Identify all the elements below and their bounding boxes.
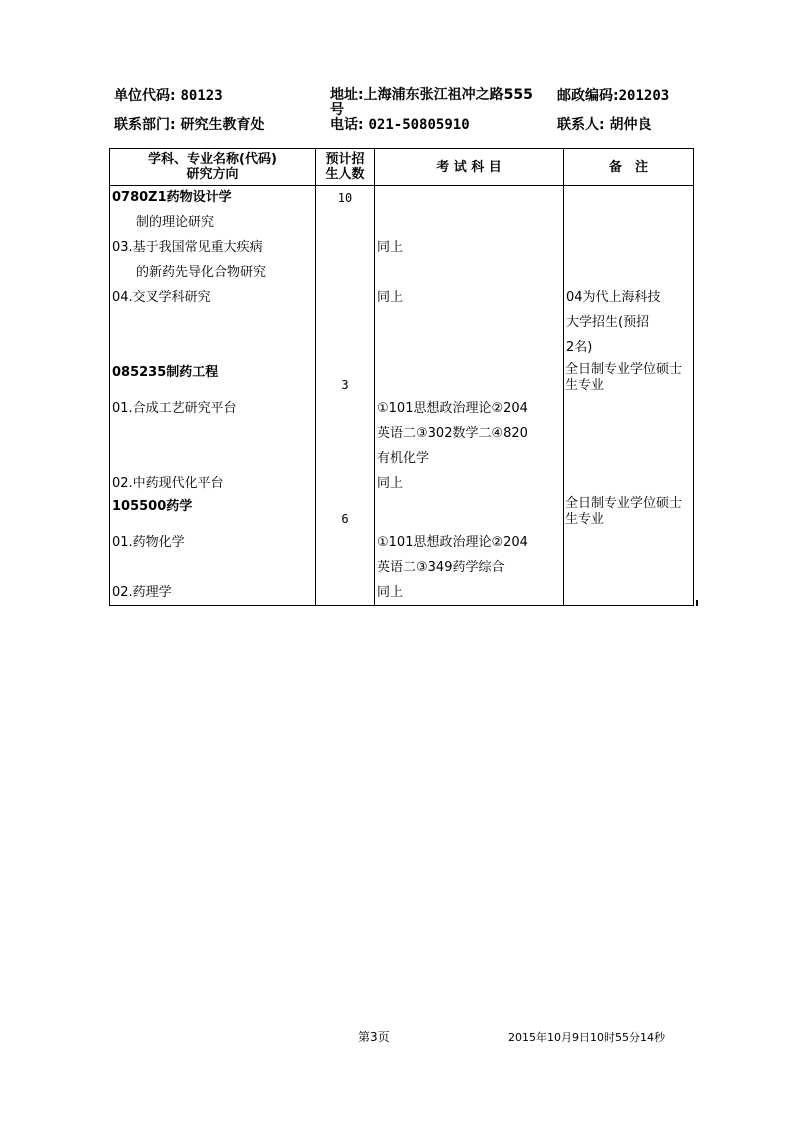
- phone-value: 021-50805910: [368, 117, 470, 133]
- cell-remark: 2名): [564, 336, 694, 361]
- address: [330, 88, 545, 118]
- cell-exam: [375, 211, 564, 236]
- postcode-value: 201203: [618, 88, 670, 104]
- header-enrollment-line1: 预计招: [325, 152, 365, 167]
- phone-label: 电话:: [330, 117, 364, 133]
- cell-subject: 04.交叉学科研究: [110, 286, 316, 311]
- table-row: [110, 361, 694, 397]
- cell-enrollment: [316, 286, 375, 311]
- table-row: [110, 556, 694, 581]
- cell-enrollment: [316, 336, 375, 361]
- table-row: [110, 186, 694, 211]
- cell-enrollment: [316, 472, 375, 495]
- cell-remark: [564, 472, 694, 495]
- cell-subject: 制的理论研究: [110, 211, 316, 236]
- cell-remark: 全日制专业学位硕士生专业: [564, 361, 694, 397]
- cell-exam: 同上: [375, 581, 564, 606]
- cell-enrollment: [316, 531, 375, 556]
- address-value: 上海浦东张江祖冲之路555号: [330, 87, 533, 118]
- cell-subject: 03.基于我国常见重大疾病: [110, 236, 316, 261]
- cell-subject: [110, 336, 316, 361]
- page-number: 第3页: [358, 1030, 390, 1044]
- cell-exam: 英语二③302数学二④820: [375, 422, 564, 447]
- header-subject: [110, 149, 316, 186]
- cell-exam: 英语二③349药学综合: [375, 556, 564, 581]
- cell-enrollment: [316, 422, 375, 447]
- cell-remark: [564, 186, 694, 211]
- table-row: [110, 472, 694, 495]
- cell-enrollment: [316, 261, 375, 286]
- cell-exam: 同上: [375, 286, 564, 311]
- dept-label: 联系部门:: [114, 117, 176, 133]
- cell-exam: 有机化学: [375, 447, 564, 472]
- cell-remark: [564, 531, 694, 556]
- table-row: [110, 311, 694, 336]
- contact-label: 联系人:: [557, 117, 605, 133]
- cell-enrollment: [316, 397, 375, 422]
- cell-remark: 大学招生(预招: [564, 311, 694, 336]
- table-row: [110, 397, 694, 422]
- cell-subject: [110, 447, 316, 472]
- cell-remark: 全日制专业学位硕士生专业: [564, 495, 694, 531]
- dept-value: 研究生教育处: [180, 117, 265, 133]
- phone: [330, 117, 470, 133]
- cell-enrollment: [316, 211, 375, 236]
- cell-enrollment: 10: [316, 186, 375, 211]
- table-edge-mark: [696, 600, 698, 606]
- table-row: [110, 236, 694, 261]
- cell-exam: [375, 336, 564, 361]
- cell-enrollment: [316, 581, 375, 606]
- cell-exam: [375, 495, 564, 531]
- cell-remark: 04为代上海科技: [564, 286, 694, 311]
- postcode-label: 邮政编码:: [557, 88, 619, 104]
- table-row: [110, 336, 694, 361]
- cell-exam: [375, 186, 564, 211]
- cell-subject: [110, 422, 316, 447]
- cell-exam: [375, 261, 564, 286]
- cell-exam: 同上: [375, 236, 564, 261]
- cell-exam: 同上: [375, 472, 564, 495]
- cell-enrollment: [316, 556, 375, 581]
- contact-value: 胡仲良: [609, 117, 652, 133]
- cell-subject: 085235制药工程: [110, 361, 316, 397]
- cell-subject: 02.中药现代化平台: [110, 472, 316, 495]
- header-subject-line1: 学科、专业名称(代码): [148, 152, 277, 167]
- table-header-row: [110, 149, 694, 186]
- cell-enrollment: 3: [316, 361, 375, 397]
- unit-code-value: 80123: [180, 88, 223, 104]
- cell-remark: [564, 236, 694, 261]
- print-timestamp: 2015年10月9日10时55分14秒: [508, 1031, 665, 1044]
- cell-exam: ①101思想政治理论②204: [375, 531, 564, 556]
- cell-remark: [564, 447, 694, 472]
- cell-subject: 01.合成工艺研究平台: [110, 397, 316, 422]
- cell-subject: 01.药物化学: [110, 531, 316, 556]
- table-row: [110, 581, 694, 606]
- cell-subject: 0780Z1药物设计学: [110, 186, 316, 211]
- header-subject-line2: 研究方向: [186, 167, 239, 182]
- cell-enrollment: 6: [316, 495, 375, 531]
- cell-remark: [564, 422, 694, 447]
- table-row: [110, 261, 694, 286]
- cell-remark: [564, 556, 694, 581]
- cell-enrollment: [316, 447, 375, 472]
- cell-subject: [110, 311, 316, 336]
- cell-remark: [564, 397, 694, 422]
- contact-person: [557, 117, 651, 133]
- cell-enrollment: [316, 236, 375, 261]
- header-remarks: 备 注: [564, 149, 694, 186]
- header-enrollment: [316, 149, 375, 186]
- cell-enrollment: [316, 311, 375, 336]
- cell-remark: [564, 581, 694, 606]
- cell-subject: 的新药先导化合物研究: [110, 261, 316, 286]
- cell-subject: 02.药理学: [110, 581, 316, 606]
- table-row: [110, 211, 694, 236]
- cell-remark: [564, 261, 694, 286]
- cell-subject: [110, 556, 316, 581]
- cell-subject: 105500药学: [110, 495, 316, 531]
- unit-code: [114, 88, 223, 104]
- postcode: [557, 88, 669, 104]
- admissions-table: [109, 148, 694, 606]
- cell-remark: [564, 211, 694, 236]
- contact-dept: [114, 117, 264, 133]
- table-row: [110, 531, 694, 556]
- cell-exam: ①101思想政治理论②204: [375, 397, 564, 422]
- cell-exam: [375, 361, 564, 397]
- unit-code-label: 单位代码:: [114, 88, 176, 104]
- header-exam-subjects: 考 试 科 目: [375, 149, 564, 186]
- header-enrollment-line2: 生人数: [325, 167, 365, 182]
- table-row: [110, 422, 694, 447]
- cell-exam: [375, 311, 564, 336]
- table-row: [110, 447, 694, 472]
- table-row: [110, 286, 694, 311]
- table-row: [110, 495, 694, 531]
- address-label: 地址:: [330, 87, 364, 103]
